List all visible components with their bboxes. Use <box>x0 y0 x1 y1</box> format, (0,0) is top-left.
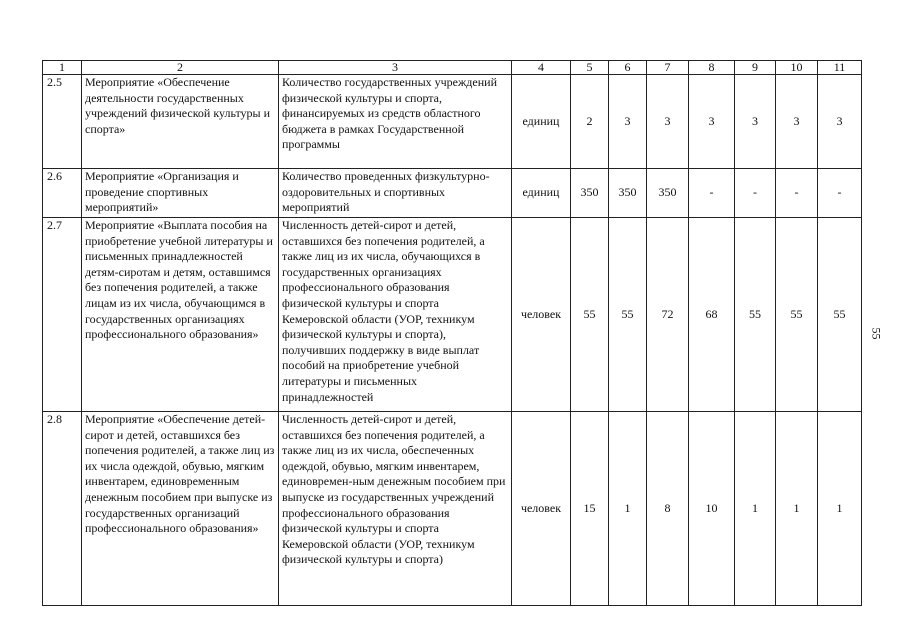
value-cell: - <box>818 169 862 218</box>
header-cell: 11 <box>818 61 862 75</box>
header-cell: 2 <box>82 61 279 75</box>
indicator-name: Количество государственных учреждений физической культуры и спорта, финансируемых из средств областного бюджета в рамках Государственной программы <box>279 75 512 169</box>
value-cell: 1 <box>735 412 776 606</box>
header-row <box>43 61 862 75</box>
value-cell: 3 <box>818 75 862 169</box>
value-cell: 1 <box>818 412 862 606</box>
event-name: Мероприятие «Обеспечение детей-сирот и детей, оставшихся без попечения родителей, а также лиц из их числа одеждой, обувью, мягким инвентарем, единовременным денежным пособием при выпуске из государственных организаций профессионального образования» <box>82 412 279 606</box>
event-name: Мероприятие «Выплата пособия на приобретение учебной литературы и письменных принадлежностей детям-сиротам и детям, оставшимся без попечения родителей, а также лицам из их числа, обучающимся в государственных организациях профессионального образования» <box>82 218 279 412</box>
value-cell: - <box>735 169 776 218</box>
header-cell: 9 <box>735 61 776 75</box>
unit-cell: человек <box>512 412 571 606</box>
unit-cell: единиц <box>512 75 571 169</box>
value-cell: 3 <box>689 75 735 169</box>
row-number: 2.5 <box>43 75 82 169</box>
header-cell: 5 <box>571 61 609 75</box>
value-cell: 3 <box>735 75 776 169</box>
value-cell: 10 <box>689 412 735 606</box>
value-cell: - <box>689 169 735 218</box>
value-cell: 350 <box>609 169 647 218</box>
page-number: 55 <box>869 327 884 340</box>
header-cell: 3 <box>279 61 512 75</box>
header-cell: 6 <box>609 61 647 75</box>
value-cell: 8 <box>647 412 689 606</box>
header-cell: 4 <box>512 61 571 75</box>
value-cell: 15 <box>571 412 609 606</box>
value-cell: 3 <box>776 75 818 169</box>
unit-cell: единиц <box>512 169 571 218</box>
value-cell: 55 <box>818 218 862 412</box>
row-number: 2.8 <box>43 412 82 606</box>
header-cell: 8 <box>689 61 735 75</box>
header-cell: 7 <box>647 61 689 75</box>
table-row <box>43 169 862 218</box>
value-cell: 3 <box>609 75 647 169</box>
value-cell: 55 <box>609 218 647 412</box>
value-cell: 1 <box>609 412 647 606</box>
value-cell: - <box>776 169 818 218</box>
header-cell: 10 <box>776 61 818 75</box>
indicators-table <box>42 60 862 606</box>
value-cell: 68 <box>689 218 735 412</box>
table-row <box>43 412 862 606</box>
indicator-name: Численность детей-сирот и детей, оставшихся без попечения родителей, а также лиц из их числа, обучающихся в государственных организациях профессионального образования физической культуры и спорта Кемеровской области (УОР, техникум физической культуры и спорта), получивших поддержку в виде выплат пособий на приобретение учебной литературы и письменных принадлежностей <box>279 218 512 412</box>
value-cell: 350 <box>571 169 609 218</box>
row-number: 2.7 <box>43 218 82 412</box>
value-cell: 55 <box>735 218 776 412</box>
value-cell: 55 <box>776 218 818 412</box>
indicator-name: Численность детей-сирот и детей, оставшихся без попечения родителей, а также лиц из их числа, обеспеченных одеждой, обувью, мягким инвентарем, единовремен-ным денежным пособием при выпуске из государственных учреждений профессионального образования физической культуры и спорта Кемеровской области (УОР, техникум физической культуры и спорта) <box>279 412 512 606</box>
row-number: 2.6 <box>43 169 82 218</box>
table-row <box>43 75 862 169</box>
unit-cell: человек <box>512 218 571 412</box>
table-row <box>43 218 862 412</box>
value-cell: 55 <box>571 218 609 412</box>
value-cell: 1 <box>776 412 818 606</box>
header-cell: 1 <box>43 61 82 75</box>
value-cell: 3 <box>647 75 689 169</box>
value-cell: 350 <box>647 169 689 218</box>
value-cell: 2 <box>571 75 609 169</box>
indicator-name: Количество проведенных физкультурно-оздоровительных и спортивных мероприятий <box>279 169 512 218</box>
value-cell: 72 <box>647 218 689 412</box>
event-name: Мероприятие «Обеспечение деятельности государственных учреждений физической культуры и спорта» <box>82 75 279 169</box>
event-name: Мероприятие «Организация и проведение спортивных мероприятий» <box>82 169 279 218</box>
